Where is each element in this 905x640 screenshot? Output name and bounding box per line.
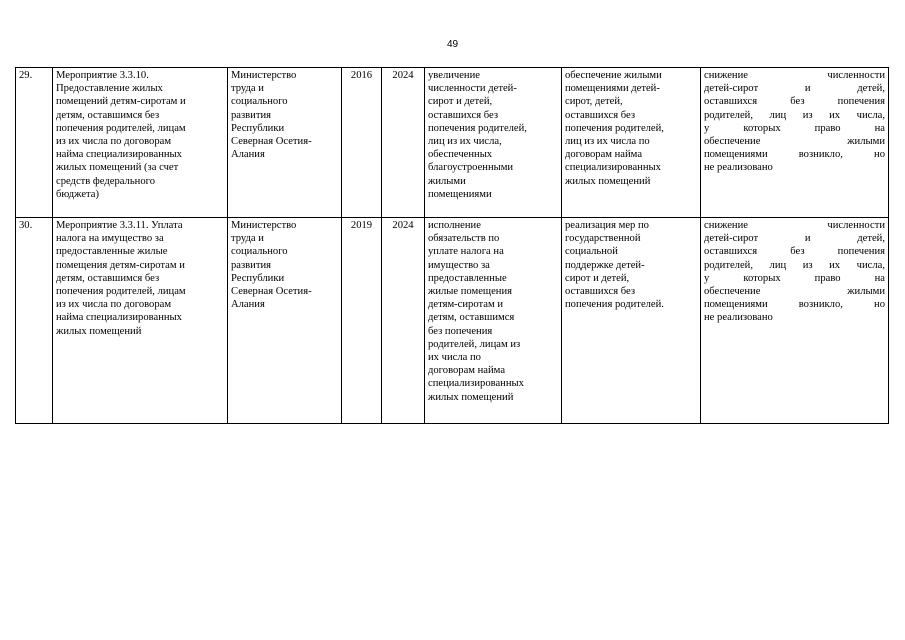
year-start-cell bbox=[342, 218, 382, 424]
expected-result-line: имущество за bbox=[428, 259, 490, 271]
activity-line: средств федерального bbox=[56, 175, 156, 187]
activity-line: попечения родителей, лицам bbox=[56, 286, 186, 298]
executor-line: Республики bbox=[231, 272, 285, 284]
executor-line: Алания bbox=[231, 299, 265, 311]
consequence-line: оставшихся без попечения bbox=[704, 246, 885, 258]
consequence-line: не реализовано bbox=[704, 312, 773, 324]
activity-line: попечения родителей, лицам bbox=[56, 122, 186, 134]
indicator-link-line: государственной bbox=[565, 233, 641, 245]
activity-line: помещения детям-сиротам и bbox=[56, 259, 185, 271]
year-start-cell bbox=[342, 68, 382, 218]
year-end: 2024 bbox=[392, 70, 414, 81]
activity-line: детям, оставшимся без bbox=[56, 109, 160, 121]
indicator-link-line: лиц из их числа по bbox=[565, 136, 650, 148]
expected-result-line: специализированных bbox=[428, 378, 524, 390]
page-number: 49 bbox=[446, 39, 459, 50]
executor-line: Республики bbox=[231, 122, 285, 134]
activity-line: найма специализированных bbox=[56, 312, 182, 324]
consequence-cell bbox=[701, 218, 889, 424]
expected-result-line: договорам найма bbox=[428, 365, 506, 377]
consequence-line: снижение численности bbox=[704, 70, 885, 81]
indicator-link-line: попечения родителей, bbox=[565, 122, 664, 134]
expected-result-line: детям, оставшимся bbox=[428, 312, 515, 324]
consequence-line: помещениями возникло, но bbox=[704, 299, 885, 311]
expected-result-line: обеспеченных bbox=[428, 149, 493, 161]
executor-line: труда и bbox=[231, 233, 264, 245]
indicator-link-line: сирот, детей, bbox=[565, 96, 623, 108]
executor-line: развития bbox=[231, 259, 272, 271]
consequence-cell bbox=[701, 68, 889, 218]
activity-line: жилых помещений bbox=[56, 325, 142, 337]
executor-line: труда и bbox=[231, 83, 264, 95]
expected-result-line: детям-сиротам и bbox=[428, 299, 503, 311]
expected-result-line: родителей, лицам из bbox=[428, 338, 521, 350]
expected-result-line: лиц из их числа, bbox=[428, 136, 502, 148]
executor-line: Северная Осетия- bbox=[231, 136, 312, 148]
expected-result-line: исполнение bbox=[428, 220, 481, 231]
consequence-line: снижение численности bbox=[704, 220, 885, 231]
consequence-line: оставшихся без попечения bbox=[704, 96, 885, 108]
indicator-link-line: помещениями детей- bbox=[565, 83, 660, 95]
expected-result-line: жилых помещений bbox=[428, 391, 514, 403]
consequence-line: у которых право на bbox=[704, 272, 885, 284]
consequence-line: детей-сирот и детей, bbox=[704, 233, 885, 245]
result-cell bbox=[425, 218, 562, 424]
expected-result-line: без попечения bbox=[428, 325, 493, 337]
activity-line: помещений детям-сиротам и bbox=[56, 96, 186, 108]
activity-line: бюджета) bbox=[56, 188, 100, 200]
indicator-link-line: договорам найма bbox=[565, 149, 643, 161]
expected-result-line: предоставленные bbox=[428, 272, 507, 284]
consequence-line: обеспечение жилыми bbox=[704, 136, 885, 148]
year-start: 2016 bbox=[350, 70, 373, 81]
activity-line: найма специализированных bbox=[56, 149, 182, 161]
executor-line: Министерство bbox=[231, 70, 297, 81]
year-start: 2019 bbox=[350, 220, 373, 231]
indicator-link-line: обеспечение жилыми bbox=[565, 70, 662, 81]
expected-result-line: обязательств по bbox=[428, 233, 500, 245]
activity-line: детям, оставшимся без bbox=[56, 272, 160, 284]
executor-line: Министерство bbox=[231, 220, 297, 231]
expected-result-line: благоустроенными bbox=[428, 162, 514, 174]
consequence-line: у которых право на bbox=[704, 122, 885, 134]
indicator-link-line: жилых помещений bbox=[565, 175, 651, 187]
row-number: 30. bbox=[19, 220, 33, 231]
activity-line: из их числа по договорам bbox=[56, 299, 172, 311]
expected-result-line: увеличение bbox=[428, 70, 480, 81]
link-cell bbox=[562, 68, 701, 218]
expected-result-line: их числа по bbox=[428, 352, 481, 364]
activity-line: налога на имущество за bbox=[56, 233, 164, 245]
activity-line: предоставленные жилые bbox=[56, 246, 168, 258]
activity-line: Мероприятие 3.3.11. Уплата bbox=[56, 220, 183, 231]
year-end-cell bbox=[382, 218, 425, 424]
table-body bbox=[16, 68, 889, 424]
indicator-link-line: специализированных bbox=[565, 162, 661, 174]
indicator-link-line: социальной bbox=[565, 246, 618, 258]
expected-result-line: попечения родителей, bbox=[428, 122, 527, 134]
executor-line: социального bbox=[231, 246, 288, 258]
activity-cell bbox=[53, 68, 228, 218]
indicator-link-line: оставшихся без bbox=[565, 109, 636, 121]
row-number-cell bbox=[16, 218, 53, 424]
executor-cell bbox=[228, 68, 342, 218]
consequence-line: обеспечение жилыми bbox=[704, 286, 885, 298]
expected-result-line: сирот и детей, bbox=[428, 96, 493, 108]
activity-line: Предоставление жилых bbox=[56, 83, 163, 95]
executor-line: Алания bbox=[231, 149, 265, 161]
row-number: 29. bbox=[19, 70, 33, 81]
expected-result-line: помещениями bbox=[428, 188, 492, 200]
table-row bbox=[16, 68, 889, 218]
executor-line: Северная Осетия- bbox=[231, 286, 312, 298]
activity-line: Мероприятие 3.3.10. bbox=[56, 70, 149, 81]
indicator-link-line: попечения родителей. bbox=[565, 299, 664, 311]
link-cell bbox=[562, 218, 701, 424]
year-end: 2024 bbox=[392, 220, 414, 231]
table-row bbox=[16, 218, 889, 424]
expected-result-line: численности детей- bbox=[428, 83, 517, 95]
consequence-line: детей-сирот и детей, bbox=[704, 83, 885, 95]
executor-cell bbox=[228, 218, 342, 424]
executor-line: развития bbox=[231, 109, 272, 121]
indicator-link-line: оставшихся без bbox=[565, 286, 636, 298]
expected-result-line: жилыми bbox=[428, 175, 466, 187]
executor-line: социального bbox=[231, 96, 288, 108]
activity-line: жилых помещений (за счет bbox=[56, 162, 179, 174]
indicator-link-line: сирот и детей, bbox=[565, 272, 630, 284]
consequence-line: родителей, лиц из их числа, bbox=[704, 109, 885, 121]
expected-result-line: жилые помещения bbox=[428, 286, 512, 298]
expected-result-line: уплате налога на bbox=[428, 246, 504, 258]
program-activities-table bbox=[15, 67, 889, 424]
consequence-line: не реализовано bbox=[704, 162, 773, 174]
activity-line: из их числа по договорам bbox=[56, 136, 172, 148]
indicator-link-line: реализация мер по bbox=[565, 220, 649, 231]
result-cell bbox=[425, 68, 562, 218]
year-end-cell bbox=[382, 68, 425, 218]
consequence-line: помещениями возникло, но bbox=[704, 149, 885, 161]
indicator-link-line: поддержке детей- bbox=[565, 259, 645, 271]
row-number-cell bbox=[16, 68, 53, 218]
expected-result-line: оставшихся без bbox=[428, 109, 499, 121]
activity-cell bbox=[53, 218, 228, 424]
consequence-line: родителей, лиц из их числа, bbox=[704, 259, 885, 271]
